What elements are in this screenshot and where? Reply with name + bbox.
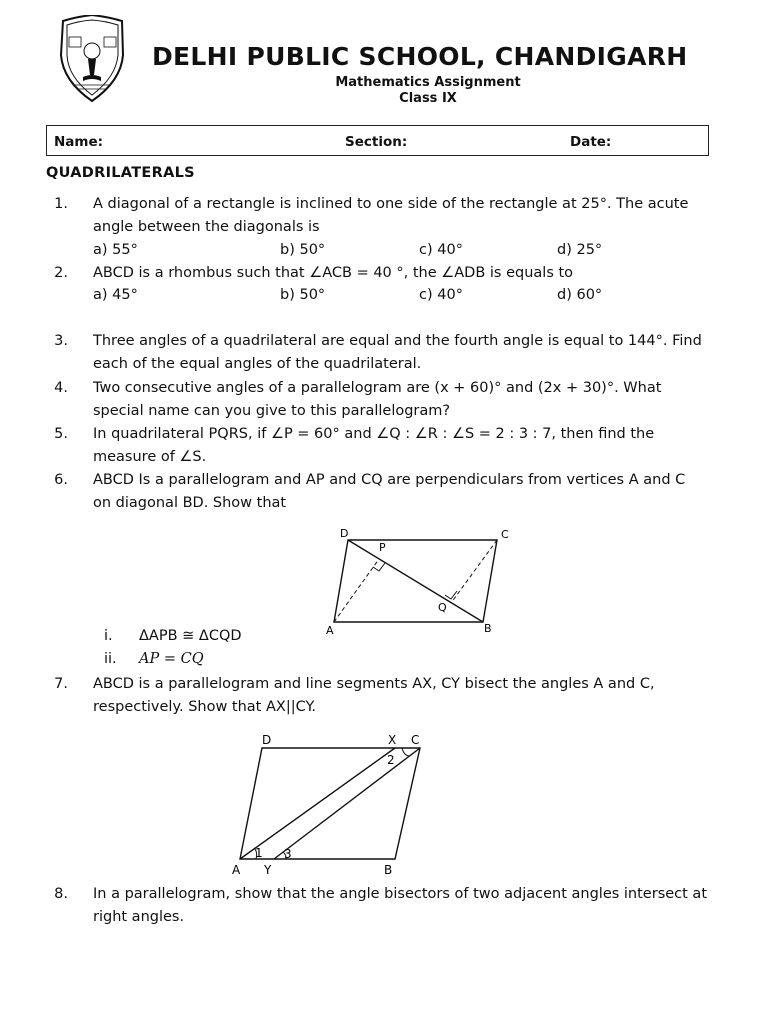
option-a: a) 55° <box>93 242 138 258</box>
assignment-subtitle: Mathematics Assignment <box>335 75 521 90</box>
fig1-label-p: P <box>379 541 386 554</box>
question-text: In quadrilateral PQRS, if ∠P = 60° and ∠Q : ∠R : ∠S = 2 : 3 : 7, then find the measure of ∠S. <box>93 426 655 465</box>
fig1-label-b: B <box>484 622 492 635</box>
class-label: Class IX <box>399 91 457 106</box>
question-number: 2. <box>54 265 68 281</box>
fig1-label-c: C <box>501 528 509 541</box>
question-number: 8. <box>54 886 68 902</box>
question-number: 4. <box>54 380 68 396</box>
fig1-label-a: A <box>326 624 334 637</box>
option-c: c) 40° <box>419 242 463 258</box>
fig2-label-angle-2: 2 <box>387 753 395 767</box>
figure-parallelogram-bisectors <box>228 728 438 878</box>
school-logo <box>55 15 130 103</box>
question-number: 6. <box>54 472 68 488</box>
question-number: 7. <box>54 676 68 692</box>
option-b: b) 50° <box>280 242 326 258</box>
question-text: In a parallelogram, show that the angle bisectors of two adjacent angles intersect at right angles. <box>93 886 708 925</box>
fig2-label-x: X <box>388 733 397 747</box>
part-text: AP = CQ <box>139 651 204 667</box>
option-c: c) 40° <box>419 287 463 303</box>
part-number: ii. <box>104 651 117 667</box>
option-b: b) 50° <box>280 287 326 303</box>
date-label: Date: <box>570 134 612 150</box>
question-text: Two consecutive angles of a parallelogram are (x + 60)° and (2x + 30)°. What special name can you give to this parallelogram? <box>93 380 662 419</box>
question-text: ABCD Is a parallelogram and AP and CQ are perpendiculars from vertices A and C on diagonal BD. Show that <box>93 472 686 511</box>
question-text: Three angles of a quadrilateral are equal and the fourth angle is equal to 144°. Find each of the equal angles of the quadrilateral. <box>93 333 702 372</box>
question-text: ABCD is a rhombus such that ∠ACB = 40 °, the ∠ADB is equals to <box>93 265 574 281</box>
fig2-label-y: Y <box>264 863 272 877</box>
fig2-label-angle-3: 3 <box>284 847 292 861</box>
school-name: DELHI PUBLIC SCHOOL, CHANDIGARH <box>152 42 688 71</box>
fig2-label-c: C <box>411 733 420 747</box>
fig2-label-b: B <box>384 863 393 877</box>
option-d: d) 60° <box>557 287 603 303</box>
section-title: QUADRILATERALS <box>46 165 195 181</box>
fig2-label-a: A <box>232 863 241 877</box>
fig2-label-d: D <box>262 733 272 747</box>
figure-parallelogram-perpendiculars <box>320 522 520 638</box>
option-a: a) 45° <box>93 287 138 303</box>
question-number: 1. <box>54 196 68 212</box>
question-text: ABCD is a parallelogram and line segments AX, CY bisect the angles A and C, respectively. Show that AX||CY. <box>93 676 655 715</box>
name-label: Name: <box>54 134 104 150</box>
part-text: ΔAPB ≅ ΔCQD <box>139 628 242 644</box>
question-number: 5. <box>54 426 68 442</box>
part-number: i. <box>104 628 113 644</box>
question-number: 3. <box>54 333 68 349</box>
fig1-label-q: Q <box>438 601 447 614</box>
fig2-label-angle-1: 1 <box>255 846 263 860</box>
question-text: A diagonal of a rectangle is inclined to one side of the rectangle at 25°. The acute angle between the diagonals is <box>93 196 689 235</box>
option-d: d) 25° <box>557 242 603 258</box>
student-info-box <box>46 125 709 156</box>
section-label: Section: <box>345 134 408 150</box>
fig1-label-d: D <box>340 527 349 540</box>
